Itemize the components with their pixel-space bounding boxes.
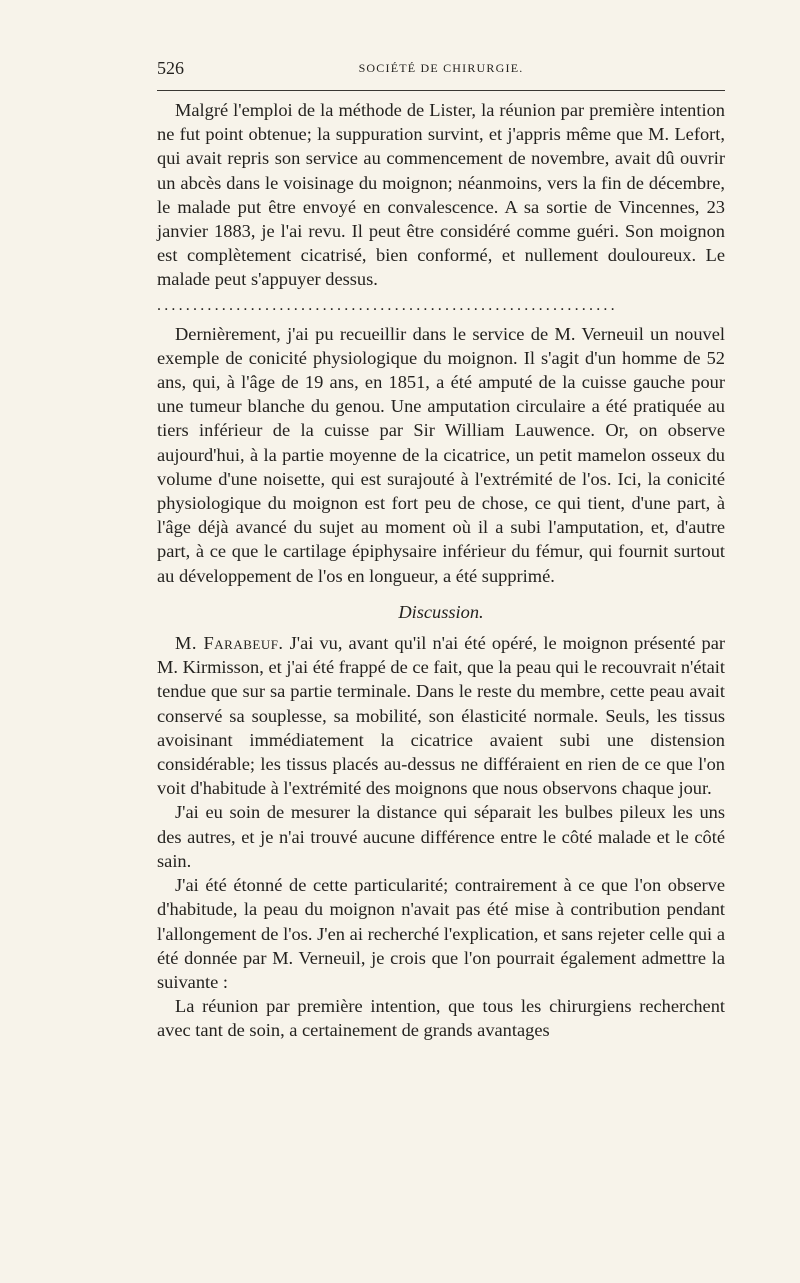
running-title: SOCIÉTÉ DE CHIRURGIE. xyxy=(358,61,524,75)
paragraph-measurement: J'ai eu soin de mesurer la distance qui séparait les bulbes pileux les uns des autres, et je n'ai trouvé aucune différence entre le côté malade et le côté sain. xyxy=(157,802,725,871)
header-rule xyxy=(157,90,725,91)
section-heading: Discussion. xyxy=(398,601,484,622)
paragraph-verneuil-case: Dernièrement, j'ai pu recueillir dans le service de M. Verneuil un nouvel exemple de conicité physiologique du moignon. Il s'agit d'un homme de 52 ans, qui, à l'âge de 19 ans, en 1851, a été amputé de la cuisse gauche pour une tumeur blanche du genou. Une amputation circulaire a été pratiquée au tiers inférieur de la cuisse par Sir William Lauwence. Or, on observe aujourd'hui, à la partie moyenne de la cicatrice, un petit mamelon osseux du volume d'une noisette, qui est surajouté à l'extrémité de l'os. Ici, la conicité physiologique du moignon est fort peu de chose, ce qui tient, d'une part, à l'âge déjà avancé du sujet au moment où il a subi l'amputation, et, d'autre part, à ce que le cartilage épiphysaire inférieur du fémur, qui fournit surtout au développement de l'os en longueur, a été supprimé. xyxy=(157,323,725,586)
page-body xyxy=(157,98,725,1043)
paragraph-lister: Malgré l'emploi de la méthode de Lister, la réunion par première intention ne fut point obtenue; la suppuration survint, et j'appris même que M. Lefort, qui avait repris son service au commencement de novembre, avait dû ouvrir un abcès dans le voisinage du moignon; néanmoins, vers la fin de décembre, le malade put être envoyé en convalescence. A sa sortie de Vincennes, 23 janvier 1883, je l'ai revu. Il peut être considéré comme guéri. Son moignon est complètement cicatrisé, bien conformé, et nullement douloureux. Le malade peut s'appuyer dessus. xyxy=(157,100,725,290)
dotted-separator: ................................................................ xyxy=(157,296,618,314)
paragraph-farabeuf xyxy=(157,631,725,800)
paragraph-reunion: La réunion par première intention, que tous les chirurgiens recherchent avec tant de soin, a certainement de grands avantages xyxy=(157,996,725,1041)
speaker-name: M. Farabeuf. xyxy=(175,633,284,654)
page-number: 526 xyxy=(157,58,184,78)
page-header xyxy=(157,58,725,84)
paragraph-farabeuf-text: J'ai vu, avant qu'il n'ai été opéré, le moignon présenté par M. Kirmisson, et j'ai été frappé de ce fait, que la peau qui le recouvrait n'était tendue que sur sa partie terminale. Dans le reste du membre, cette peau avait conservé sa souplesse, sa mobilité, son élasticité normale. Seuls, les tissus avoisinant immédiatement la cicatrice avaient subi une distension considérable; les tissus placés au-dessus ne différaient en rien de ce que l'on voit d'habitude à l'extrémité des moignons que nous observons chaque jour. xyxy=(157,633,725,799)
paragraph-explanation: J'ai été étonné de cette particularité; contrairement à ce que l'on observe d'habitude, la peau du moignon n'avait pas été mise à contribution pendant l'allongement de l'os. J'en ai recherché l'explication, et sans rejeter celle qui a été donnée par M. Verneuil, je crois que l'on pourrait également admettre la suivante : xyxy=(157,875,725,992)
